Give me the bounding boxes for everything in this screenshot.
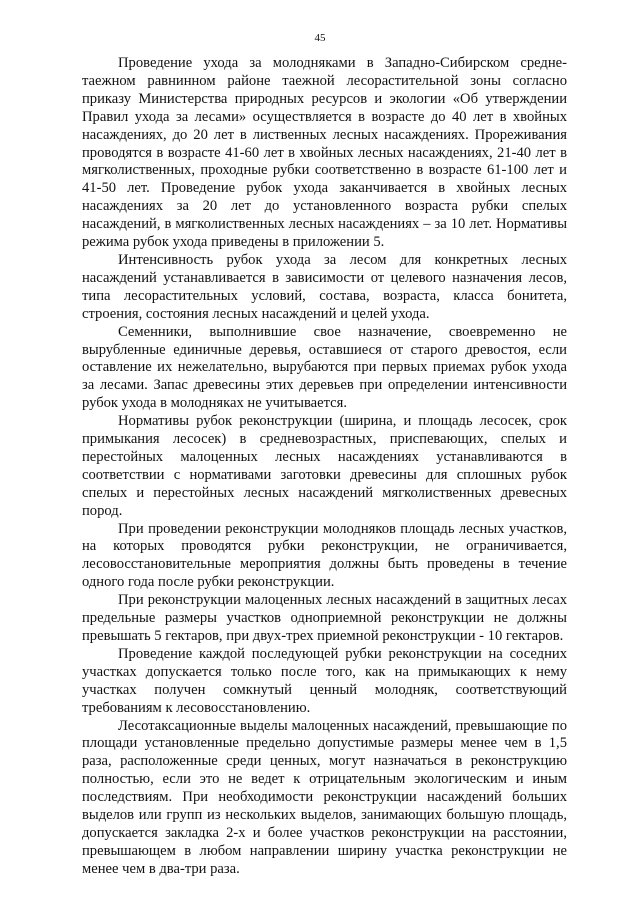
page-number: 45	[314, 32, 326, 44]
paragraph-low-value-stands: Лесотаксационные выделы малоценных насаждений, превышающие по площади установленные предельно допустимые размеры менее чем в 1,5 раза, расположенные среди ценных, могут назначаться в реконструкцию полностью, если это не ведет к отрицательным экологическим и иным последствиям. При необходимости реконструкции насаждений больших выделов или групп из нескольких выделов, занимающих большую площадь, допускается закладка 2-х и более участков реконструкции на расстоянии, превышающем в любом направлении ширину участка реконструкции не менее чем в два-три раза.	[82, 717, 567, 877]
paragraph-subsequent-felling: Проведение каждой последующей рубки реконструкции на соседних участках допускается только после того, как на примыкающих к нему участках получен сомкнутый ценный молодняк, соответствующий требованиям к лесовосстановлению.	[82, 645, 567, 716]
document-body	[82, 55, 567, 879]
paragraph-protective-forest-limits: При реконструкции малоценных лесных насаждений в защитных лесах предельные размеры участков одноприемной реконструкции не должны превышать 5 гектаров, при двух-трех приемной реконструкции - 10 гектаров.	[82, 592, 567, 644]
paragraph-tending-intensity: Интенсивность рубок ухода за лесом для конкретных лесных насаждений устанавливается в зависимости от целевого назначения лесов, типа лесорастительных условий, состава, возраста, класса бонитета, строения, состояния лесных насаждений и целей ухода.	[82, 251, 567, 322]
paragraph-forest-tending-ages: Проведение ухода за молодняками в Западно-Сибирском средне-таежном равнинном районе таежной лесорастительной зоны согласно приказу Министерства природных ресурсов и экологии «Об утверждении Правил ухода за лесами» осуществляется в возрасте до 40 лет в хвойных насаждениях, до 20 лет в лиственных лесных насаждениях. Прореживания проводятся в возрасте 41-60 лет в хвойных лесных насаждениях, 21-40 лет в мягколиственных, проходные рубки соответственно в возрасте 61-100 лет и 41-50 лет. Проведение рубок ухода заканчивается в хвойных лесных насаждениях за 20 лет до установленного возраста рубки спелых насаждений, в мягколиственных лесных насаждениях – за 10 лет. Нормативы режима рубок ухода приведены в приложении 5.	[82, 55, 567, 251]
paragraph-young-stand-reconstruction: При проведении реконструкции молодняков площадь лесных участков, на которых проводятся рубки реконструкции, не ограничивается, лесовосстановительные мероприятия должны быть проведены в течение одного года после рубки реконструкции.	[82, 520, 567, 591]
paragraph-seed-trees: Семенники, выполнившие свое назначение, своевременно не вырубленные единичные деревья, оставшиеся от старого древостоя, если оставление их нежелательно, вырубаются при первых приемах рубок ухода за лесами. Запас древесины этих деревьев при определении интенсивности рубок ухода в молодняках не учитывается.	[82, 323, 567, 412]
paragraph-reconstruction-standards: Нормативы рубок реконструкции (ширина, и площадь лесосек, срок примыкания лесосек) в средневозрастных, приспевающих, спелых и перестойных малоценных лесных насаждениях устанавливаются в соответствии с нормативами заготовки древесины для сплошных рубок спелых и перестойных лесных насаждений мягколиственных древесных пород.	[82, 413, 567, 519]
